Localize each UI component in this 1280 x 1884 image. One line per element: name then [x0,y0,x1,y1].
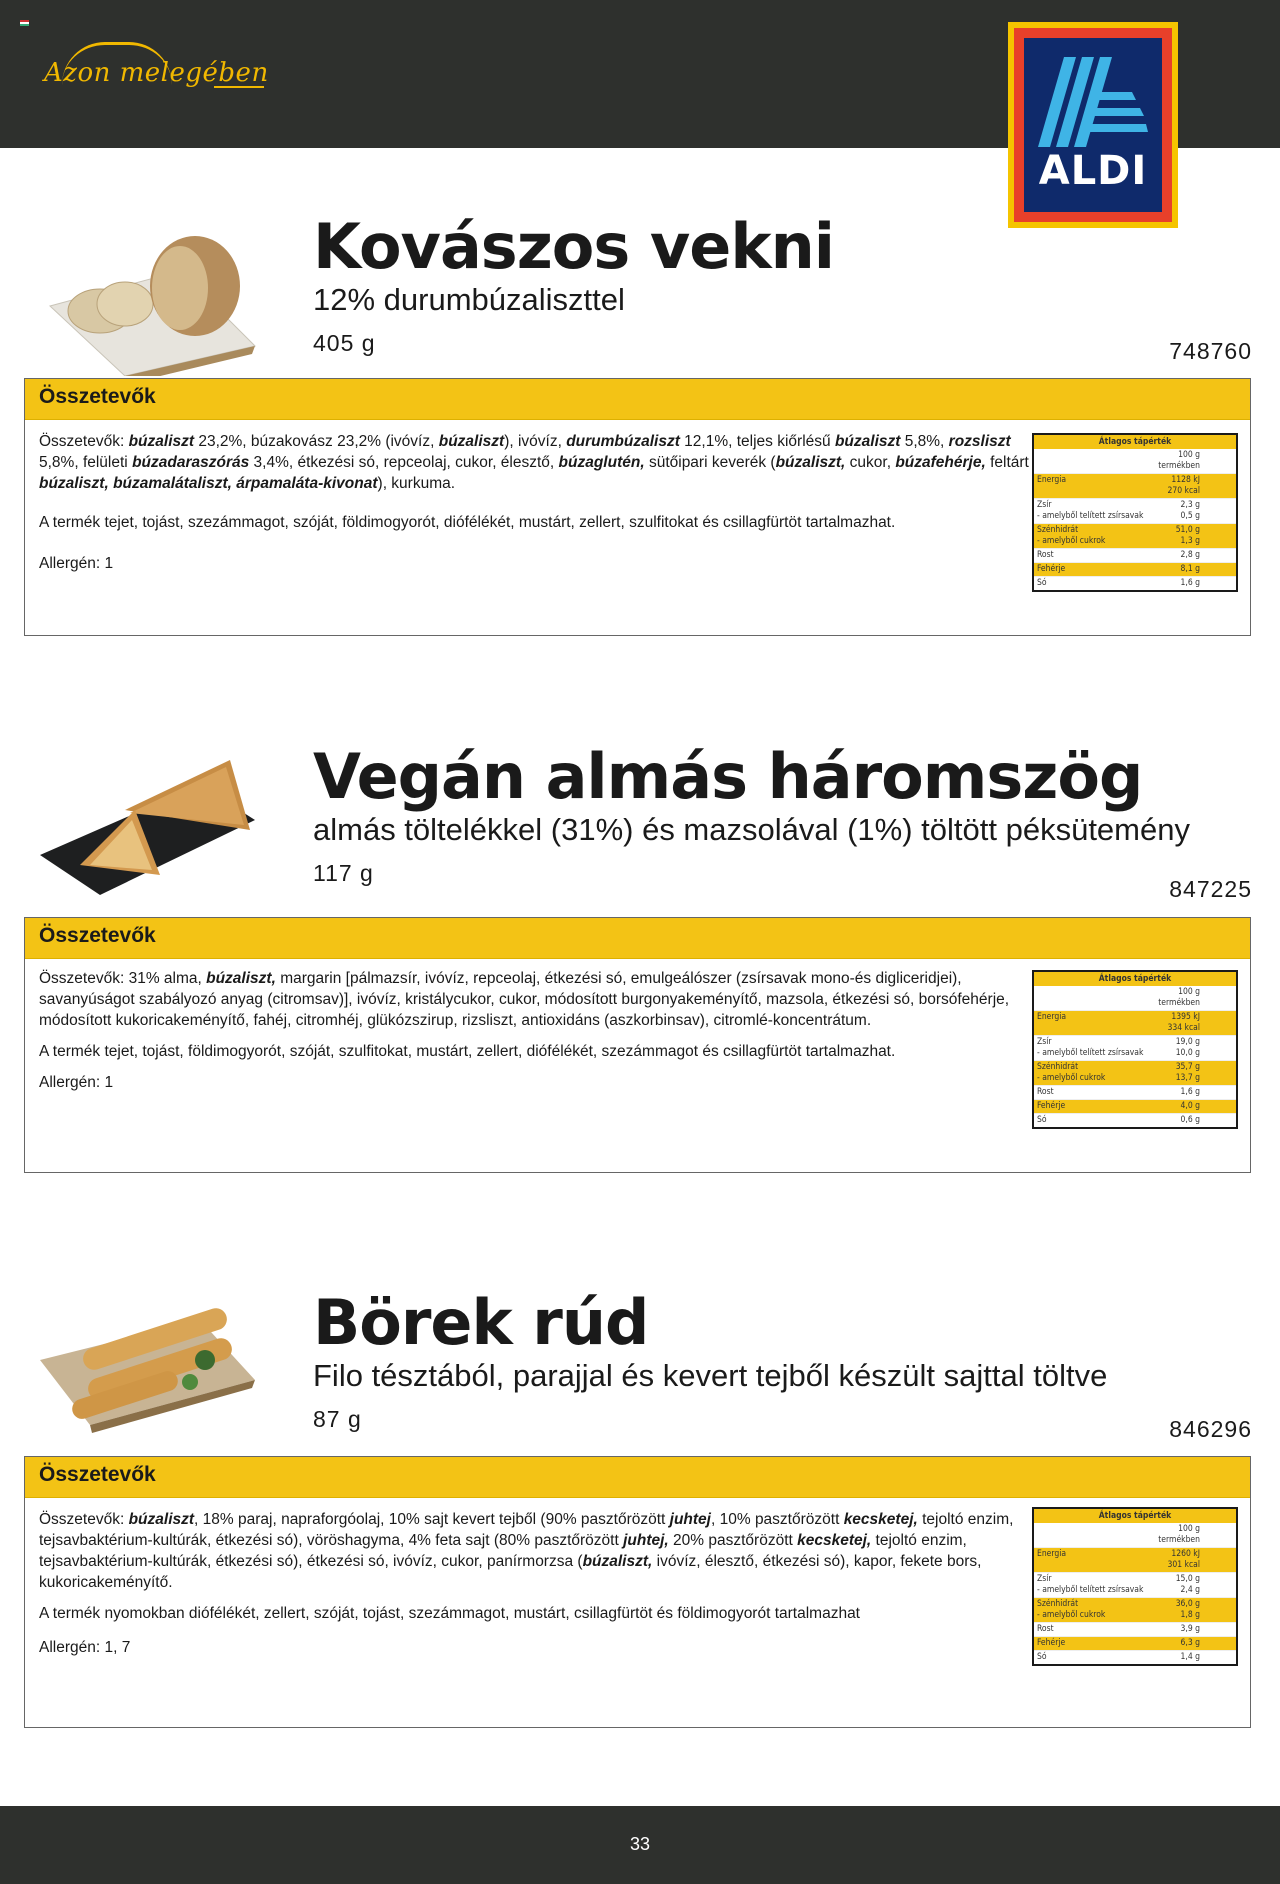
nutrition-row [1034,1547,1236,1572]
nutrition-row [1034,1010,1236,1035]
nutrition-label: Só [1037,1652,1047,1662]
nutrition-per [1034,449,1236,473]
nutrition-per-bottom: termékben [1158,1535,1200,1545]
ingredients-header-label: Összetevők [39,1463,156,1486]
ingredient-text: , 18% paraj, napraforgóolaj, 10% sajt kevert tejből (90% pasztőrözött [194,1511,670,1528]
nutrition-label: Zsír - amelyből telített zsírsavak [1037,1037,1144,1058]
aldi-logo [1008,22,1178,228]
nutrition-label: Só [1037,578,1047,588]
wheat-icon [214,86,264,94]
nutrition-value: 0,6 g [1180,1115,1200,1125]
nutrition-label: Fehérje [1037,1638,1066,1648]
ingredients-header [25,1457,1250,1498]
nutrition-value: 3,9 g [1180,1624,1200,1634]
allergen-term: búzaglutén, [558,454,645,471]
nutrition-value: 19,0 g 10,0 g [1175,1037,1200,1058]
ingredient-text: Összetevők: [39,1511,129,1528]
allergen-line: Allergén: 1 [39,1074,114,1091]
ingredient-text: , 10% pasztőrözött [711,1511,844,1528]
nutrition-table [1032,433,1238,592]
ingredient-text: ), ivóvíz, [504,433,567,450]
allergen-line: Allergén: 1, 7 [39,1639,131,1656]
allergen-term: búzadaraszórás [132,454,250,471]
ingredient-text: tejoltó enzim, tejsavbaktérium-kultúrák, étkezési só), étkezési só, ivóvíz, cukor, panírmorzsa ( [39,1532,967,1570]
nutrition-title: Átlagos tápérték [1034,1509,1236,1523]
nutrition-title: Átlagos tápérték [1034,435,1236,449]
allergen-term: juhtej, [623,1532,669,1549]
nutrition-value: 4,0 g [1180,1101,1200,1111]
ingredients-text [39,1509,1039,1593]
nutrition-label: Rost [1037,1087,1054,1097]
nutrition-row [1034,1636,1236,1650]
allergen-term: búzaliszt, [206,970,276,987]
ingredients-header [25,918,1250,959]
ingredient-text: Összetevők: 31% alma, [39,970,207,987]
nutrition-row [1034,1099,1236,1113]
aldi-logo-text: ALDI [1038,148,1148,194]
product-code: 846296 [1169,1416,1252,1442]
nutrition-row [1034,1060,1236,1085]
nutrition-label: Fehérje [1037,1101,1066,1111]
ingredients-header-label: Összetevők [39,924,156,947]
ingredient-text: tejoltó enzim, tejsavbaktérium-kultúrák, étkezési só), vöröshagyma, 4% feta sajt (80% pasztőrözött [39,1511,1014,1549]
nutrition-value: 36,0 g 1,8 g [1175,1599,1200,1620]
allergen-term: búzaliszt, [582,1553,653,1570]
brand-slogan [44,58,269,88]
nutrition-value: 2,8 g [1180,550,1200,560]
nutrition-label: Szénhidrát - amelyből cukrok [1037,1062,1106,1083]
nutrition-row [1034,1622,1236,1636]
may-contain-note: A termék tejet, tojást, szezámmagot, szóját, földimogyorót, diófélékét, mustárt, zellert, szulfitokat és csillagfürtöt tartalmazhat. [39,514,896,531]
product-weight: 87 g [313,1406,362,1432]
ingredient-text: cukor, [845,454,896,471]
ingredient-text: 5,8%, felületi [39,454,133,471]
allergen-term: kecsketej, [843,1511,918,1528]
ingredient-text: ), kurkuma. [377,475,456,492]
nutrition-row [1034,1650,1236,1664]
allergen-term: búzafehérje, [895,454,986,471]
nutrition-label: Zsír - amelyből telített zsírsavak [1037,1574,1144,1595]
product-image [30,1290,260,1440]
nutrition-row [1034,1572,1236,1597]
nutrition-label: Energia [1037,1549,1067,1559]
nutrition-label: Energia [1037,475,1067,485]
may-contain-note: A termék tejet, tojást, földimogyorót, szóját, szulfitokat, mustárt, zellert, diófélékét, szezámmagot és csillagfürtöt tartalmazhat. [39,1043,896,1060]
nutrition-title: Átlagos tápérték [1034,972,1236,986]
nutrition-value: 51,0 g 1,3 g [1175,525,1200,546]
nutrition-label: Energia [1037,1012,1067,1022]
page-number: 33 [629,1834,651,1854]
nutrition-per [1034,1523,1236,1547]
nutrition-value: 15,0 g 2,4 g [1175,1574,1200,1595]
ingredient-text: feltárt [985,454,1029,471]
nutrition-per-bottom: termékben [1158,998,1200,1008]
ingredients-box [24,917,1251,1173]
ingredient-text: 3,4%, étkezési só, repceolaj, cukor, élesztő, [249,454,559,471]
ingredients-header-label: Összetevők [39,385,156,408]
ingredient-text: sütőipari keverék ( [644,454,776,471]
nutrition-value: 1128 kJ 270 kcal [1167,475,1200,496]
allergen-term: durumbúzaliszt [566,433,680,450]
nutrition-row [1034,1597,1236,1622]
nutrition-label: Rost [1037,1624,1054,1634]
ingredient-text: 20% pasztőrözött [668,1532,798,1549]
ingredient-text: margarin [pálmazsír, ivóvíz, repceolaj, étkezési só, emulgeálószer (zsírsavak mono-és digliceridjei), savanyúságot szabályozó anyag (citromsav)], ivóvíz, kristálycukor, cukor, módosított burgonyakeményítő, mazsola, étkezési só, borsófehérje, módosított kukoricakeményítő, fahéj, citromhéj, glükózszirup, rizsliszt, antioxidáns (aszkorbinsav), citromlé-koncentrátum. [39,970,1010,1029]
nutrition-value: 1,4 g [1180,1652,1200,1662]
ingredient-text: 12,1%, teljes kiőrlésű [679,433,835,450]
nutrition-label: Só [1037,1115,1047,1125]
aldi-stripes-icon [1036,52,1148,152]
ingredients-box [24,1456,1251,1728]
product-subtitle: almás töltelékkel (31%) és mazsolával (1%) töltött péksütemény [313,812,1190,847]
nutrition-per-top: 100 g [1178,1524,1200,1534]
nutrition-row [1034,523,1236,548]
may-contain-note: A termék nyomokban diófélékét, zellert, szóját, tojást, szezámmagot, mustárt, csillagfürtöt és földimogyorót tartalmazhat [39,1605,860,1622]
product-title: Börek rúd [313,1286,649,1359]
ingredient-text: 5,8%, [900,433,949,450]
ingredient-text: Összetevők: [39,433,129,450]
nutrition-value: 6,3 g [1180,1638,1200,1648]
allergen-term: búzaliszt, [775,454,846,471]
allergen-line: Allergén: 1 [39,555,114,572]
ingredients-text [39,431,1039,494]
allergen-term: rozsliszt [948,433,1011,450]
nutrition-label: Szénhidrát - amelyből cukrok [1037,525,1106,546]
product-image [30,226,260,376]
nutrition-label: Rost [1037,550,1054,560]
allergen-term: búzaliszt, búzamalátaliszt, árpamaláta-kivonat [39,475,378,492]
product-title: Vegán almás háromszög [313,740,1143,813]
nutrition-row [1034,498,1236,523]
product-subtitle: Filo tésztából, parajjal és kevert tejből készült sajttal töltve [313,1358,1108,1393]
ingredient-text: ivóvíz, élesztő, étkezési só), kapor, fekete bors, kukoricakeményítő. [39,1553,982,1591]
nutrition-row [1034,473,1236,498]
allergen-term: kecsketej, [797,1532,872,1549]
nutrition-value: 35,7 g 13,7 g [1175,1062,1200,1083]
allergen-term: búzaliszt [438,433,505,450]
nutrition-row [1034,548,1236,562]
product-image [30,745,260,895]
product-title: Kovászos vekni [313,210,834,283]
page-footer [0,1806,1280,1884]
ingredients-box [24,378,1251,636]
product-subtitle: 12% durumbúzaliszttel [313,282,625,317]
nutrition-value: 1260 kJ 301 kcal [1167,1549,1200,1570]
allergen-term: juhtej [669,1511,711,1528]
nutrition-value: 1,6 g [1180,1087,1200,1097]
nutrition-label: Fehérje [1037,564,1066,574]
nutrition-per-top: 100 g [1178,450,1200,460]
nutrition-value: 1395 kJ 334 kcal [1167,1012,1200,1033]
allergen-term: búzaliszt [128,1511,195,1528]
nutrition-label: Zsír - amelyből telített zsírsavak [1037,500,1144,521]
nutrition-table [1032,970,1238,1129]
nutrition-per [1034,986,1236,1010]
ingredient-text: 23,2%, búzakovász 23,2% (ivóvíz, [194,433,439,450]
language-flag-icon [20,20,29,26]
product-code: 748760 [1169,338,1252,364]
product-code: 847225 [1169,876,1252,902]
brand-slogan-text: Azon melegében [44,58,269,88]
nutrition-table [1032,1507,1238,1666]
nutrition-row [1034,1035,1236,1060]
nutrition-row [1034,576,1236,590]
nutrition-value: 1,6 g [1180,578,1200,588]
nutrition-row [1034,1085,1236,1099]
allergen-term: búzaliszt [128,433,195,450]
product-weight: 405 g [313,330,376,356]
allergen-term: búzaliszt [834,433,901,450]
nutrition-row [1034,1113,1236,1127]
nutrition-per-bottom: termékben [1158,461,1200,471]
product-weight: 117 g [313,860,374,886]
nutrition-row [1034,562,1236,576]
nutrition-per-top: 100 g [1178,987,1200,997]
ingredients-header [25,379,1250,420]
nutrition-value: 2,3 g 0,5 g [1180,500,1200,521]
sun-arc-icon [62,42,172,85]
nutrition-label: Szénhidrát - amelyből cukrok [1037,1599,1106,1620]
ingredients-text [39,968,1039,1031]
nutrition-value: 8,1 g [1180,564,1200,574]
